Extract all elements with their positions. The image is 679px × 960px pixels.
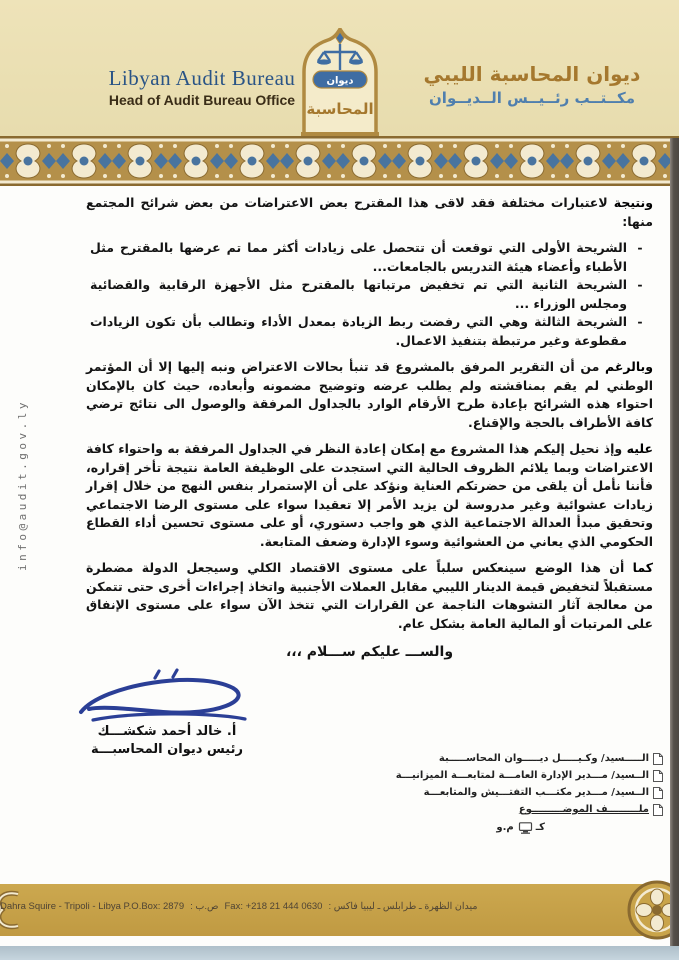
list-item [86,313,653,350]
scan-edge-bottom [0,946,679,960]
signer-name: أ. خالد أحمد شكشـــك [97,724,237,739]
signer-title: رئيس ديوان المحاسبـــة [91,742,243,757]
letter-body [86,194,653,662]
scale-pan-left [317,59,331,64]
logo-big-word: المحاسبة [306,100,374,118]
letterhead-arabic [419,62,645,107]
office-name-english: Head of Audit Bureau Office [108,92,296,108]
letterhead-english [84,66,320,108]
org-name-arabic: ديوان المحاسبة الليبي [423,62,641,86]
cc-item-text: ملـــــــــف الموضـــــــــوع [518,804,649,815]
cc-list [396,750,663,836]
bullet-dash: - [637,314,643,329]
footer-fax-english: Fax: +218 21 444 0630 [224,901,323,912]
list-item-text: الشريحة الثانية التي تم تخفيض مرتباتها بالمقترح مثل الأجهزة الرقابية والقضائية ومجلس الوزراء ... [90,277,627,311]
audit-bureau-logo-icon [290,28,390,138]
paragraph-referral [86,440,653,551]
letterhead-band [0,0,679,136]
computer-icon [518,822,533,834]
logo-band-word: ديوان [326,75,354,87]
arabesque-border [0,136,679,186]
paragraph-text: وإذ نحيل إليكم هذا المشروع مع إمكان إعادة النظر في الجداول المرفقة به واحتواء كافة الاعتراضات وبما يلائم الظروف الحالية التي استجدت على الوظيفة العامة نتيجة تأخر إقراره، فأننا نأمل أن يلقى من حضرتكم العناية ونؤكد على أن الإستمرار بنفس النهج من خلال إقرار زيادات عشوائية وغير مدروسة لن يزيد الأمر إلا تعقيدا سواء على مستوى الرضا الاجتماعي وتحقيق مبدأ العدالة الاجتماعية الذي هو واجب دستوري، أو على مستوى تحسين أداء القطاع الحكومي الذي يعاني من العشوائية وسوء الإدارة وضعف المتابعة. [86,441,653,549]
handwritten-signature [67,668,267,730]
scan-edge-right [670,138,679,946]
office-name-arabic: مكــتــب رئــيــس الــديــوان [429,89,635,107]
paragraph-lead: كما [632,560,653,575]
paragraph-lead: ونتيجة [613,195,653,210]
footer-address-english: Dahra Squire - Tripoli - Libya P.O.Box: 2879 [0,901,185,912]
bullet-dash: - [637,240,643,255]
list-item-text: الشريحة الثالثة وهي التي رفضت ربط الزيادة بمعدل الأداء وتطالب بأن تكون الزيادات مقطوعة وغير مرتبطة بتنفيذ الاعمال. [90,314,627,348]
list-item [86,239,653,276]
objections-list [86,239,653,350]
signature-block [62,668,272,757]
cc-item [396,767,663,784]
paragraph-report [86,358,653,432]
paragraph-lead: وبالرغم [605,359,653,374]
footer-band [0,884,679,936]
document-icon [653,787,663,799]
cc-item-text: الــسيد/ مـــدير الإدارة العامـــة لمتابعـــة الميزانيـــة [395,770,649,781]
paragraph-text: لاعتبارات مختلفة فقد لاقى هذا المقترح بعض الاعتراضات من بعض شرائح المجتمع منها: [86,195,653,229]
document-icon [653,770,663,782]
cc-typist-line [396,819,545,836]
cc-item [396,750,663,767]
document-icon [653,804,663,816]
footer-pobox-arabic: ص.ب : [190,901,219,912]
typist-suffix: م.و [496,822,514,833]
scale-pan-right [349,59,363,64]
list-item-text: الشريحة الأولى التي توقعت أن تتحصل على زيادات أكثر مما تم عرضها بالمقترح مثل الأطباء وأعضاء هيئة التدريس بالجامعات... [90,240,627,274]
list-item [86,276,653,313]
footer-address-arabic: ميدان الظهرة ـ طرابلس ـ ليبيا فاكس : [328,901,478,912]
document-icon [653,753,663,765]
cc-item-text: الـــــسيد/ وكـيـــــل ديـــــوان المحاســـــبة [438,753,649,764]
closing-salutation: والســـ عليكم ســـلام ،،، [285,644,454,660]
cc-item [396,801,663,818]
paragraph-result [86,194,653,231]
paragraph-text: من أن التقرير المرفق بالمشروع قد تنبأ بحالات الاعتراض ونبه إليها إلا أن المؤتمر الوطني لم يقم بمناقشته ولم يطلب عرضه وتوضيح مضمونه وأبعاده، حيث كان بالإمكان احتواء هذه الشرائح بإعادة طرح الأرقام الوارد بالجداول المرفقة والوصول الى نتائج ترضي كافة الأطراف بالحجة والإقناع. [86,359,653,430]
bullet-dash: - [637,277,643,292]
typist-prefix: كـ [535,822,545,833]
email-address-vertical: info@audit.gov.ly [16,398,29,572]
paragraph-economy [86,559,653,633]
paragraph-text: أن هذا الوضع سينعكس سلباً على مستوى الاقتصاد الكلي وسيجعل الدولة مضطرة مستقبلاً لتخفيض قيمة الدينار الليبي مقابل العملات الأجنبية واتخاذ إجراءات أخرى حتى تتمكن من معالجة آثار التشوهات الناجمة عن القرارات التي تتخذ الآن سواء على مستوى الإنفاق على المرتبات أو المالية العامة بشكل عام. [86,560,653,631]
cc-item [396,784,663,801]
cc-item-text: الــسيد/ مـــدير مكتـــب التفتـــيش والمتابعـــة [423,787,649,798]
org-name-english: Libyan Audit Bureau [108,66,296,90]
footer-address-line [0,901,477,912]
paragraph-lead: عليه [626,441,653,456]
